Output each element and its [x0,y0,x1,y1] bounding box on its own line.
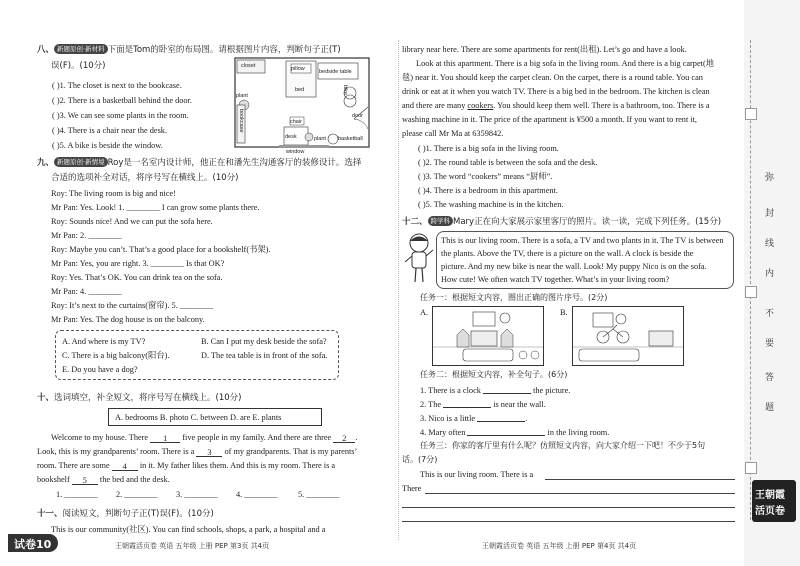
task2-line-4: 4. Mary often in the living room. [420,428,610,437]
dialog-line: Mr Pan: Yes. The dog house is on the balcony. [51,315,205,324]
pic-b-label[interactable]: B. [560,308,568,317]
seal-char: 答 [765,373,775,383]
plan-bookcase: bookcase [238,109,244,133]
sec9-option-e: E. Do you have a dog? [62,365,138,374]
writing-line[interactable] [402,507,735,508]
footer-right: 王朝霞活页卷 英语 五年级 上册 PEP 第4页 共4页 [482,542,637,550]
sec10-answer-1[interactable]: 1. ________ [56,490,98,499]
sec9-tag: 新题原创·新情境 [54,157,108,167]
dialog-line: Roy: The living room is big and nice! [51,189,176,198]
dialog-line: Roy: Maybe you can’t. That’s a good place for a bookshelf(书架). [51,245,271,254]
plan-door: door [352,113,364,119]
sec11-para-line-6: and there are many cookers. You should keep them well. There is a bathroom, too. There is a [402,101,710,110]
sec12-tag: 跨学科 [428,216,454,226]
sec11-item-1[interactable]: ( )1. There is a big sofa in the living room. [418,144,559,153]
sec11-para-line-4: 毯) near it. You should keep the carpet clean. On the carpet, there is a round table. You can [402,73,703,82]
page-badge: 试卷10 [8,534,58,552]
dialog-line[interactable]: Mr Pan: 2. ________ [51,231,122,240]
picture-b[interactable] [572,306,684,366]
sec10-para-3: room. There are some 4 in it. My father likes them. And this is my room. There is a [37,461,336,471]
writing-line[interactable] [425,493,735,494]
plan-closet: closet [241,63,256,69]
sec9-option-c: C. There is a big balcony(阳台). [62,351,170,360]
sec11-item-5[interactable]: ( )5. The washing machine is in the kitchen. [418,200,564,209]
sec11-para-line-2: library near here. There are some apartments for rent(出租). Let’s go and have a look. [402,45,687,54]
plan-pillow: pillow [291,66,305,72]
sec8-tag: 新题原创·新材料 [54,44,108,54]
seal-mark [745,286,757,298]
seal-char: 要 [765,339,775,349]
plan-window: window [286,149,305,155]
task3-title: 任务三：你家的客厅里有什么呢？仿照短文内容，向大家介绍一下吧！不少于5句 [420,441,706,450]
sec9-option-d: D. The tea table is in front of the sofa. [201,351,328,360]
speech-bubble [436,231,734,289]
seal-char: 封 [765,209,775,219]
task2-blank-3[interactable] [477,412,525,422]
plan-basketball: basketball [338,136,363,142]
writing-there: There [402,484,422,493]
sec12-heading: 十二、 跨学科 Mary正在向大家展示家里客厅的照片。读一读，完成下列任务。(15分) [402,217,722,227]
task2-line-3: 3. Nico is a little . [420,414,528,423]
task2-blank-4[interactable] [467,426,545,436]
sec11-item-4[interactable]: ( )4. There is a bedroom in this apartment. [418,186,558,195]
page-divider [398,40,399,540]
plan-bedside-table: bedside table [319,69,352,75]
picture-a[interactable] [432,306,544,366]
brand-logo: 王朝霞 活页卷 [752,480,796,522]
sec9-option-b: B. Can I put my desk beside the sofa? [201,337,327,346]
dialog-line[interactable]: Mr Pan: Yes, you are right. 3. ________ Is that OK? [51,259,225,268]
bedroom-floor-plan [234,57,370,155]
task2-title: 任务二：根据短文内容，补全句子。(6分) [420,370,568,379]
plan-chair: chair [290,119,302,125]
sec10-answer-3[interactable]: 3. ________ [176,490,218,499]
pic-a-label[interactable]: A. [420,308,429,317]
seal-char: 内 [765,269,775,279]
sec11-para-line-5: drink or eat at it when you watch TV. There is a big bed in the bedroom. The kitchen is clean [402,87,710,96]
sec10-para-4: bookshelf 5 the bed and the desk. [37,475,170,485]
sec8-heading: 八、 新题原创·新材料 下面是Tom的卧室的布局图。请根据图片内容，判断句子正(T) [37,45,341,55]
bubble-line-2: the plants. Above the TV, there is a picture on the wall. A clock is beside the [441,249,694,258]
sec11-item-3[interactable]: ( )3. The word “cookers” means “厨师”. [418,172,553,181]
dialog-line[interactable]: Roy: It’s next to the curtains(窗帘). 5. ________ [51,301,213,310]
task2-blank-1[interactable] [483,384,531,394]
sec11-item-2[interactable]: ( )2. The round table is between the sofa and the desk. [418,158,598,167]
sec11-para-line-8: please call Mr Ma at 6359842. [402,129,504,138]
bubble-line-4: How cute! We often watch TV together. What’s in your living room? [441,275,670,284]
sec10-para-1: Welcome to my house. There 1 five people in my family. And there are three 2 . [51,433,358,443]
seal-mark [745,108,757,120]
writing-start: This is our living room. There is a [420,470,534,479]
sec11-para-line-1: This is our community(社区). You can find schools, shops, a park, a hospital and a [51,525,326,534]
sec11-para-line-7: washing machine in it. The price of the apartment is ¥500 a month. If you want to rent it, [402,115,698,124]
seal-char: 线 [765,239,775,249]
sec11-para-line-3: Look at this apartment. There is a big sofa in the living room. And there is a big carpet(地 [416,59,714,68]
sec9-options-box [55,330,339,380]
sec8-item-5[interactable]: ( )5. A bike is beside the window. [52,141,163,150]
task2-blank-2[interactable] [443,398,491,408]
seal-mark [745,462,757,474]
sec10-options: A. bedrooms B. photo C. between D. are E. plants [115,413,282,422]
sec10-answer-2[interactable]: 2. ________ [116,490,158,499]
sec8-item-2[interactable]: ( )2. There is a basketball behind the door. [52,96,192,105]
dialog-line[interactable]: Mr Pan: Yes. Look! 1. ________ I can grow some plants there. [51,203,260,212]
sec8-item-4[interactable]: ( )4. There is a chair near the desk. [52,126,168,135]
sec8-item-1[interactable]: ( )1. The closet is next to the bookcase. [52,81,182,90]
sec10-answer-4[interactable]: 4. ________ [236,490,278,499]
blank-2[interactable]: 2 [333,433,355,443]
plan-bike: bike [342,85,348,96]
writing-line[interactable] [545,479,735,480]
dialog-line[interactable]: Mr Pan: 4. ________ [51,287,122,296]
blank-4[interactable]: 4 [112,461,138,471]
bubble-line-3: picture. And my new bike is near the wall. Look! My puppy Nico is on the sofa. [441,262,707,271]
dialog-line: Roy: Yes. That’s OK. You can drink tea on the sofa. [51,273,223,282]
seal-char: 不 [765,309,775,319]
sec10-answer-5[interactable]: 5. ________ [298,490,340,499]
bubble-line-1: This is our living room. There is a sofa, a TV and two plants in it. The TV is between [441,236,724,245]
task1-title: 任务一：根据短文内容，圈出正确的图片序号。(2分) [420,293,608,302]
sec11-heading: 十一、阅读短文，判断句子正(T)误(F)。(10分) [37,509,214,519]
mary-figure-icon [402,232,436,284]
sec9-option-a: A. And where is my TV? [62,337,146,346]
sec10-word-bank [108,408,322,426]
sec9-heading-2: 合适的选项补全对话，将序号写在横线上。(10分) [51,173,239,183]
plan-plant-2: plant [314,136,326,142]
sec8-heading-2: 误(F)。(10分) [51,61,106,71]
sec8-item-3[interactable]: ( )3. We can see some plants in the room. [52,111,189,120]
dialog-line: Roy: Sounds nice! And we can put the sofa here. [51,217,213,226]
sec10-para-2: Look, this is my grandparents’ room. There is a 3 of my grandparents. That is my parents’ [37,447,358,457]
task3-title-2: 话。(7分) [402,455,438,464]
footer-left: 王朝霞活页卷 英语 五年级 上册 PEP 第3页 共4页 [115,542,270,550]
blank-3[interactable]: 3 [196,447,222,457]
plan-desk: desk [285,134,297,140]
task2-line-1: 1. There is a clock the picture. [420,386,571,395]
blank-5[interactable]: 5 [72,475,98,485]
blank-1[interactable]: 1 [150,433,180,443]
writing-line[interactable] [402,521,735,522]
plan-plant-1: plant [236,93,248,99]
task2-line-2: 2. The is near the wall. [420,400,546,409]
seal-char: 题 [765,403,775,413]
sec9-heading: 九、 新题原创·新情境 Roy是一名室内设计师，他正在和潘先生沟通客厅的装修设计。选择 [37,158,362,168]
sec10-heading: 十、选词填空，补全短文，将序号写在横线上。(10分) [37,393,242,403]
seal-char: 弥 [765,173,775,183]
plan-bed: bed [295,87,305,93]
